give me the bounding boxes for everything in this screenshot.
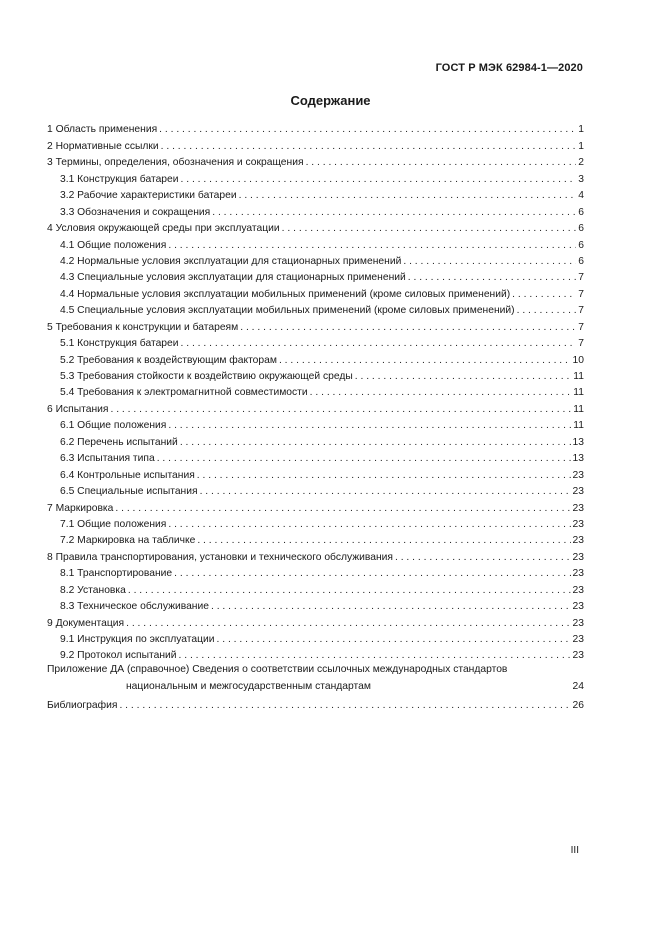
toc-entry-label: 1 Область применения [47, 124, 158, 136]
toc-entry-label: 5.2 Требования к воздействующим факторам [60, 354, 277, 366]
toc-leader-dots [119, 700, 570, 712]
toc-entry-label: 5 Требования к конструкции и батареям [47, 321, 239, 333]
toc-entry-page: 7 [578, 288, 584, 300]
annex-title-line2: национальным и межгосударственным стандартам [126, 680, 371, 692]
toc-entry[interactable] [47, 235, 584, 251]
toc-entry-label: 3.2 Рабочие характеристики батареи [60, 190, 237, 202]
toc-entry-label: 7 Маркировка [47, 502, 114, 514]
toc-entry-page: 6 [578, 206, 584, 218]
toc-entry-label: 9.2 Протокол испытаний [60, 650, 177, 662]
toc-entry-page: 2 [578, 157, 584, 169]
toc-entry[interactable] [47, 580, 584, 596]
page-number: III [570, 845, 579, 856]
toc-entry-label: 7.2 Маркировка на табличке [60, 535, 196, 547]
toc-entry-page: 23 [572, 502, 584, 514]
toc-entry-page: 23 [572, 551, 584, 563]
toc-entry-page: 23 [572, 535, 584, 547]
toc-entry-page: 23 [572, 518, 584, 530]
toc-entry[interactable] [47, 252, 584, 268]
toc-entry[interactable] [47, 465, 584, 481]
toc-entry-page: 11 [573, 420, 584, 432]
toc-entry[interactable] [47, 564, 584, 580]
toc-leader-dots [408, 272, 577, 284]
toc-entry-page: 11 [573, 387, 584, 399]
toc-entry-page: 6 [578, 239, 584, 251]
toc-leader-dots [174, 568, 570, 580]
toc-leader-dots [161, 141, 577, 153]
toc-entry-page: 23 [572, 634, 584, 645]
toc-entry-page: 6 [578, 223, 584, 235]
toc-entry[interactable] [47, 219, 584, 235]
toc-leader-dots [115, 503, 570, 515]
toc-leader-dots [168, 240, 576, 252]
toc-leader-dots [306, 157, 577, 169]
toc-entry[interactable] [47, 515, 584, 531]
toc-entry-label: 3 Термины, определения, обозначения и сокращения [47, 157, 304, 169]
toc-entry-label: 4.4 Нормальные условия эксплуатации мобильных применений (кроме силовых применений) [60, 288, 511, 300]
toc-entry-page: 23 [572, 568, 584, 580]
toc-leader-dots [239, 190, 577, 202]
toc-leader-dots [211, 601, 571, 613]
toc-leader-dots [168, 519, 570, 531]
document-id: ГОСТ Р МЭК 62984-1—2020 [435, 62, 583, 74]
toc-entry-page: 1 [578, 124, 584, 136]
toc-entry[interactable] [47, 613, 584, 629]
toc-leader-dots [240, 322, 576, 334]
toc-entry-label: 6.2 Перечень испытаний [60, 436, 178, 448]
toc-entry-annex[interactable] [47, 662, 584, 695]
toc-leader-dots [200, 486, 571, 498]
toc-entry[interactable] [47, 136, 584, 152]
bibliography-page: 26 [572, 699, 584, 711]
toc-entry[interactable] [47, 597, 584, 613]
toc-leader-dots [180, 437, 571, 449]
page-title: Содержание [290, 93, 371, 108]
toc-leader-dots [197, 535, 570, 547]
toc-entry-page: 23 [572, 650, 584, 662]
toc-leader-dots [181, 174, 577, 186]
toc-entry[interactable] [47, 383, 584, 399]
toc-entry-page: 7 [578, 338, 584, 350]
toc-leader-dots [197, 470, 571, 482]
toc-entry-label: 5.1 Конструкция батареи [60, 338, 179, 350]
toc-leader-dots [282, 223, 577, 235]
toc-entry-label: 8 Правила транспортирования, установки и технического обслуживания [47, 551, 393, 563]
toc-entry-label: 9.1 Инструкция по эксплуатации [60, 634, 215, 645]
toc-entry-bibliography[interactable] [47, 695, 584, 711]
toc-leader-dots [168, 420, 571, 432]
toc-entry-page: 23 [572, 469, 584, 481]
toc-entry-label: 9 Документация [47, 617, 125, 629]
toc-entry-label: 3.3 Обозначения и сокращения [60, 206, 211, 218]
toc-entry[interactable] [47, 284, 584, 300]
toc-leader-dots [181, 338, 577, 350]
toc-leader-dots [212, 207, 576, 219]
toc-leader-dots [512, 289, 576, 301]
toc-entry-label: 4.2 Нормальные условия эксплуатации для стационарных применений [60, 255, 402, 267]
toc-entry-page: 4 [578, 190, 584, 202]
toc-leader-dots [310, 387, 572, 399]
toc-entry[interactable] [47, 186, 584, 202]
toc-entry-label: 8.1 Транспортирование [60, 568, 173, 580]
toc-leader-dots [179, 650, 571, 662]
toc-leader-dots [157, 453, 571, 465]
toc-entry-page: 6 [578, 255, 584, 267]
toc-entry-label: 8.2 Установка [60, 584, 126, 596]
toc-entry[interactable] [47, 646, 584, 662]
toc-entry[interactable] [47, 498, 584, 514]
bibliography-label: Библиография [47, 699, 118, 711]
toc-leader-dots [517, 305, 577, 317]
toc-leader-dots [159, 124, 576, 136]
toc-leader-dots [403, 256, 576, 268]
toc-entry[interactable] [47, 317, 584, 333]
toc-entry-label: 2 Нормативные ссылки [47, 140, 159, 152]
toc-entry-label: 6.3 Испытания типа [60, 453, 155, 465]
toc-entry[interactable] [47, 432, 584, 448]
toc-entry[interactable] [47, 268, 584, 284]
toc-entry[interactable] [47, 301, 584, 317]
toc-entry[interactable] [47, 531, 584, 547]
toc-entry-page: 1 [578, 140, 584, 152]
toc-entry-label: 6 Испытания [47, 403, 109, 415]
toc-entry-label: 4.5 Специальные условия эксплуатации мобильных применений (кроме силовых применений) [60, 305, 515, 317]
toc-entry-page: 23 [572, 584, 584, 596]
toc-entry-page: 7 [578, 272, 584, 284]
toc-entry[interactable] [47, 169, 584, 185]
toc-entry-label: 5.4 Требования к электромагнитной совместимости [60, 387, 308, 399]
toc-leader-dots [279, 355, 571, 367]
toc-entry-page: 11 [573, 371, 584, 382]
annex-page: 24 [572, 680, 584, 692]
toc-entry[interactable] [47, 350, 584, 366]
annex-title-line1: Приложение ДА (справочное) Сведения о соответствии ссылочных международных стандартов [47, 664, 508, 676]
toc-entry[interactable] [47, 120, 584, 136]
toc-entry[interactable] [47, 416, 584, 432]
toc-entry-page: 13 [572, 453, 584, 465]
toc-entry-page: 11 [573, 403, 584, 415]
toc-entry-label: 7.1 Общие положения [60, 518, 167, 530]
toc-entry-label: 6.1 Общие положения [60, 420, 167, 432]
toc-entry-page: 10 [572, 354, 584, 366]
table-of-contents [47, 120, 584, 712]
toc-leader-dots [126, 618, 570, 630]
toc-entry[interactable] [47, 367, 584, 383]
toc-leader-dots [355, 371, 572, 383]
toc-entry[interactable] [47, 547, 584, 563]
toc-entry-label: 4 Условия окружающей среды при эксплуатации [47, 223, 280, 235]
annex-title-line2-row [47, 679, 584, 695]
toc-entry[interactable] [47, 202, 584, 218]
toc-entry-label: 4.1 Общие положения [60, 239, 167, 251]
toc-entry-page: 7 [578, 321, 584, 333]
toc-entry-label: 4.3 Специальные условия эксплуатации для стационарных применений [60, 272, 406, 284]
toc-entry[interactable] [47, 630, 584, 646]
toc-leader-dots [217, 634, 571, 646]
toc-leader-dots [128, 585, 571, 597]
toc-entry[interactable] [47, 399, 584, 415]
toc-entry[interactable] [47, 482, 584, 498]
toc-entry-page: 23 [572, 601, 584, 613]
toc-entry-label: 3.1 Конструкция батареи [60, 173, 179, 185]
toc-entry-page: 3 [578, 173, 584, 185]
toc-entry-label: 5.3 Требования стойкости к воздействию окружающей среды [60, 371, 353, 382]
toc-entry-page: 23 [572, 486, 584, 498]
toc-entry-label: 6.5 Специальные испытания [60, 486, 198, 498]
toc-leader-dots [110, 404, 571, 416]
toc-entry-label: 6.4 Контрольные испытания [60, 469, 195, 481]
toc-entry-page: 7 [578, 305, 584, 317]
toc-entry-page: 23 [572, 617, 584, 629]
toc-entry-label: 8.3 Техническое обслуживание [60, 601, 209, 613]
toc-entry[interactable] [47, 449, 584, 465]
toc-leader-dots [395, 552, 571, 564]
toc-entry[interactable] [47, 153, 584, 169]
toc-entry[interactable] [47, 334, 584, 350]
toc-entry-page: 13 [572, 436, 584, 448]
